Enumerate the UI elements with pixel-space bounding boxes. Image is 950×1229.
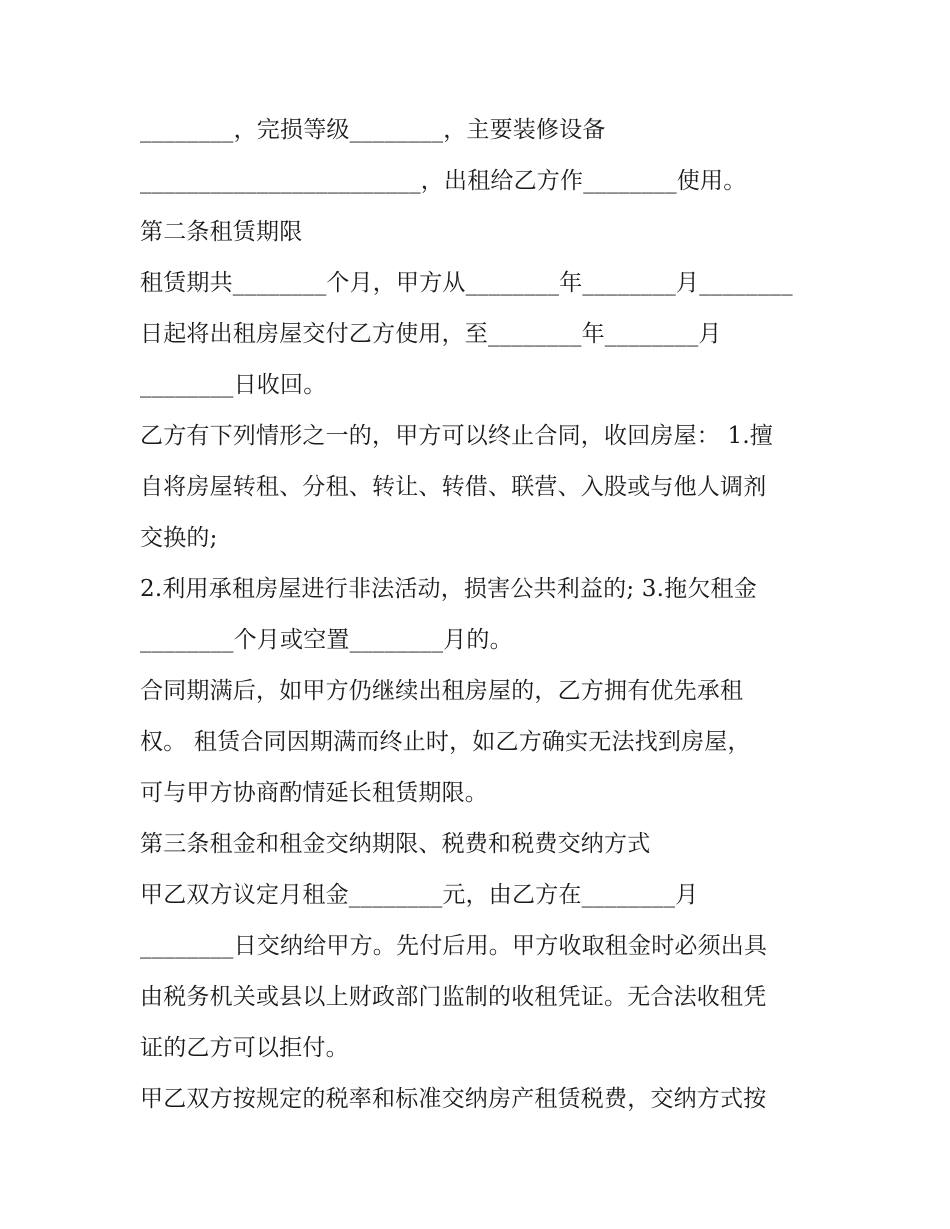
text-line: 可与甲方协商酌情延长租赁期限。 [140, 780, 488, 806]
section-heading: 第三条租金和租金交纳期限、税费和税费交纳方式 [140, 831, 651, 857]
text-line: ________个月或空置________月的。 [140, 627, 513, 653]
text-line: 由税务机关或县以上财政部门监制的收租凭证。无合法收租凭 [140, 984, 767, 1010]
text-line: 甲乙双方议定月租金________元，由乙方在________月 [140, 882, 699, 908]
text-line: ________日交纳给甲方。先付后用。甲方收取租金时必须出具 [140, 933, 768, 959]
text-line: ________，完损等级________，主要装修设备 [140, 117, 606, 143]
text-line: 2.利用承租房屋进行非法活动，损害公共利益的; 3.拖欠租金 [140, 576, 757, 602]
text-line: 合同期满后，如甲方仍继续出租房屋的，乙方拥有优先承租 [140, 678, 744, 704]
text-line: 日起将出租房屋交付乙方使用，至________年________月 [140, 321, 722, 347]
text-line: 租赁期共________个月，甲方从________年________月________ [140, 270, 793, 296]
text-line: ________________________，出租给乙方作________使用。 [140, 168, 747, 194]
text-line: 自将房屋转租、分租、转让、转借、联营、入股或与他人调剂 [140, 474, 767, 500]
text-line: 交换的; [140, 525, 218, 551]
section-heading: 第二条租赁期限 [140, 219, 303, 245]
text-line: ________日收回。 [140, 372, 327, 398]
text-line: 甲乙双方按规定的税率和标准交纳房产租赁税费，交纳方式按 [140, 1086, 767, 1112]
text-line: 乙方有下列情形之一的，甲方可以终止合同，收回房屋： 1.擅 [140, 423, 774, 449]
text-line: 权。 租赁合同因期满而终止时，如乙方确实无法找到房屋， [140, 729, 751, 755]
text-line: 证的乙方可以拒付。 [140, 1035, 349, 1061]
